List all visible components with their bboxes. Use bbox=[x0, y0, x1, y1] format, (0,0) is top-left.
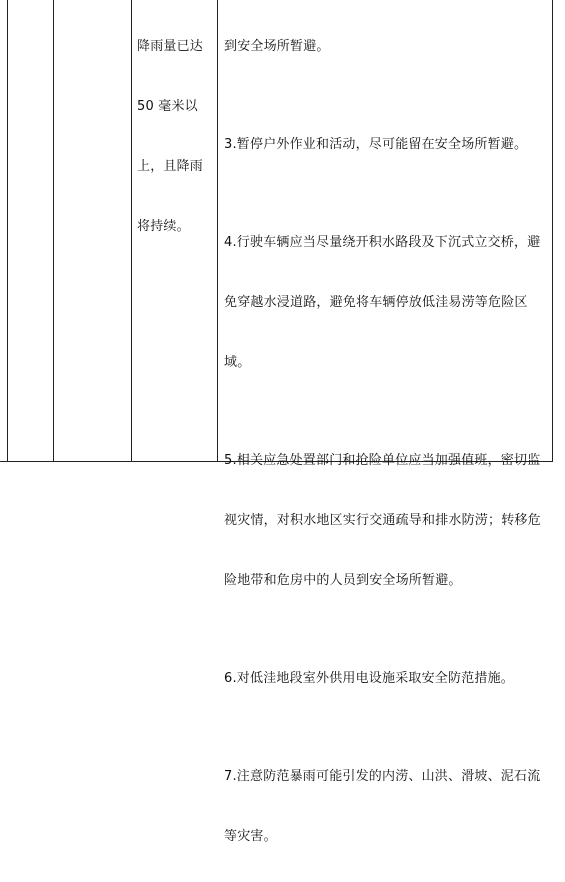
measure-4-line-1: 4.行驶车辆应当尽量绕开积水路段及下沉式立交桥，避 bbox=[224, 235, 541, 250]
condition-line-3: 上，且降雨 bbox=[137, 159, 204, 174]
column-divider-2 bbox=[131, 0, 132, 462]
condition-line-4: 将持续。 bbox=[137, 219, 190, 234]
measure-6: 6.对低洼地段室外供用电设施采取安全防范措施。 bbox=[224, 671, 515, 686]
measure-7-line-2: 等灾害。 bbox=[224, 829, 277, 844]
measure-7-line-1: 7.注意防范暴雨可能引发的内涝、山洪、滑坡、泥石流 bbox=[224, 769, 541, 784]
measure-5-line-3: 险地带和危房中的人员到安全场所暂避。 bbox=[224, 573, 462, 588]
condition-line-2: 50 毫米以 bbox=[137, 99, 198, 114]
table-border-left bbox=[7, 0, 8, 462]
measure-5-line-2: 视灾情，对积水地区实行交通疏导和排水防涝；转移危 bbox=[224, 513, 541, 528]
measure-5-line-1: 5.相关应急处置部门和抢险单位应当加强值班，密切监 bbox=[224, 453, 541, 468]
condition-cell bbox=[137, 2, 215, 272]
column-divider-1 bbox=[53, 0, 54, 462]
measure-4-line-2: 免穿越水浸道路，避免将车辆停放低洼易涝等危险区 bbox=[224, 295, 528, 310]
measure-3: 3.暂停户外作业和活动，尽可能留在安全场所暂避。 bbox=[224, 137, 528, 152]
column-divider-3 bbox=[217, 0, 218, 462]
measures-cell bbox=[224, 2, 554, 882]
measure-2-tail: 到安全场所暂避。 bbox=[224, 39, 330, 54]
measure-4-line-3: 域。 bbox=[224, 355, 251, 370]
condition-line-1: 降雨量已达 bbox=[137, 39, 204, 54]
